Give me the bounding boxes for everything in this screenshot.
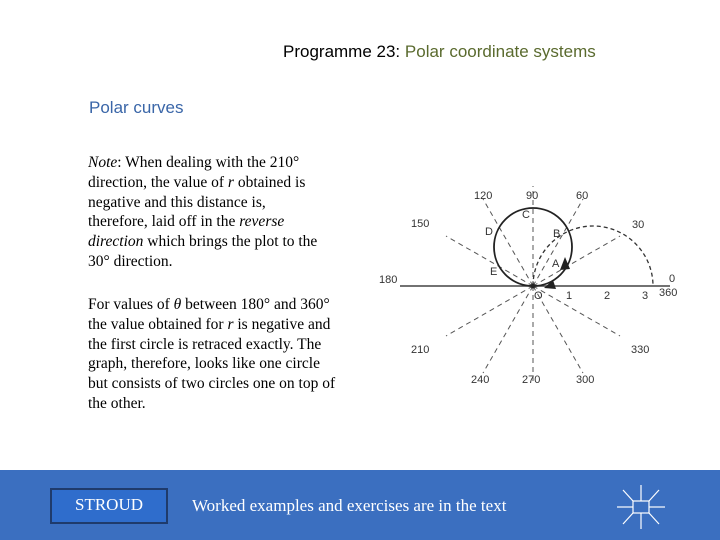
label-30: 30 [632,219,645,231]
text-segment: the other. [88,394,146,412]
point-c: C [522,209,530,221]
programme-header [283,42,596,62]
text-line [88,354,370,374]
polar-curve-diagram [370,178,690,398]
footer-bar [0,470,720,540]
text-line [88,153,370,173]
point-a: A [552,258,560,270]
text-segment: but consists of two circles one on top of [88,375,336,393]
label-90: 90 [526,190,539,202]
text-segment: r [227,315,234,333]
tick-2: 2 [604,290,611,302]
note-paragraph [88,153,370,272]
text-segment: direction, the value of [88,173,228,191]
text-segment: between 180° and 360° [181,296,330,313]
label-120: 120 [474,190,493,202]
ray-30 [533,236,620,286]
explanation-paragraph [88,295,370,425]
text-line [88,252,370,272]
text-segment: Note [88,154,118,171]
text-line [88,374,370,394]
point-e: E [490,266,498,278]
text-line [88,315,370,335]
text-line [88,335,370,355]
label-300: 300 [576,374,595,386]
text-line [88,394,370,414]
label-330: 330 [631,344,650,356]
ray-210 [446,286,533,336]
text-segment: negative and this distance is, [88,193,266,211]
text-line [88,295,370,315]
label-0: 0 [669,273,676,285]
label-240: 240 [471,374,490,386]
ray-150 [446,236,533,286]
text-segment: For values of [88,296,174,313]
label-270: 270 [522,374,541,386]
text-segment: obtained is [233,173,306,191]
text-segment: direction [88,233,144,251]
point-o: O [534,290,543,302]
text-segment: the value obtained for [88,315,228,333]
point-b: B [553,228,561,240]
ray-240 [483,286,533,373]
text-segment: graph, therefore, looks like one circle [88,355,320,373]
section-title: Polar curves [89,98,184,117]
text-segment: : When dealing with the 210° [117,154,300,171]
point-d: D [485,226,493,238]
text-segment: reverse [239,213,285,231]
text-segment: is negative and [233,315,331,333]
programme-subject: Polar coordinate systems [404,42,596,61]
ray-60 [533,199,583,286]
origin-point [531,284,536,289]
text-line [88,232,370,252]
text-line [88,193,370,213]
stroud-logo: STROUD [50,488,168,524]
outer-arc [533,226,653,286]
label-210: 210 [411,344,430,356]
text-segment: r [227,173,234,191]
text-line [88,173,370,193]
label-150: 150 [411,218,430,230]
tick-1: 1 [566,290,573,302]
label-60: 60 [576,190,589,202]
nav-center-box [633,501,649,513]
text-segment: θ [173,296,182,313]
footer-text: Worked examples and exercises are in the text [192,496,507,515]
label-360: 360 [659,287,678,299]
text-segment: the first circle is retraced exactly. The [88,335,322,353]
label-180: 180 [379,274,398,286]
text-segment: which brings the plot to the [143,233,318,251]
text-segment: 30° direction. [88,252,173,270]
navigation-compass-icon[interactable] [612,482,670,532]
programme-number: Programme 23: [283,42,401,61]
text-line [88,212,370,232]
text-segment: therefore, laid off in the [88,213,240,231]
tick-3: 3 [642,290,649,302]
